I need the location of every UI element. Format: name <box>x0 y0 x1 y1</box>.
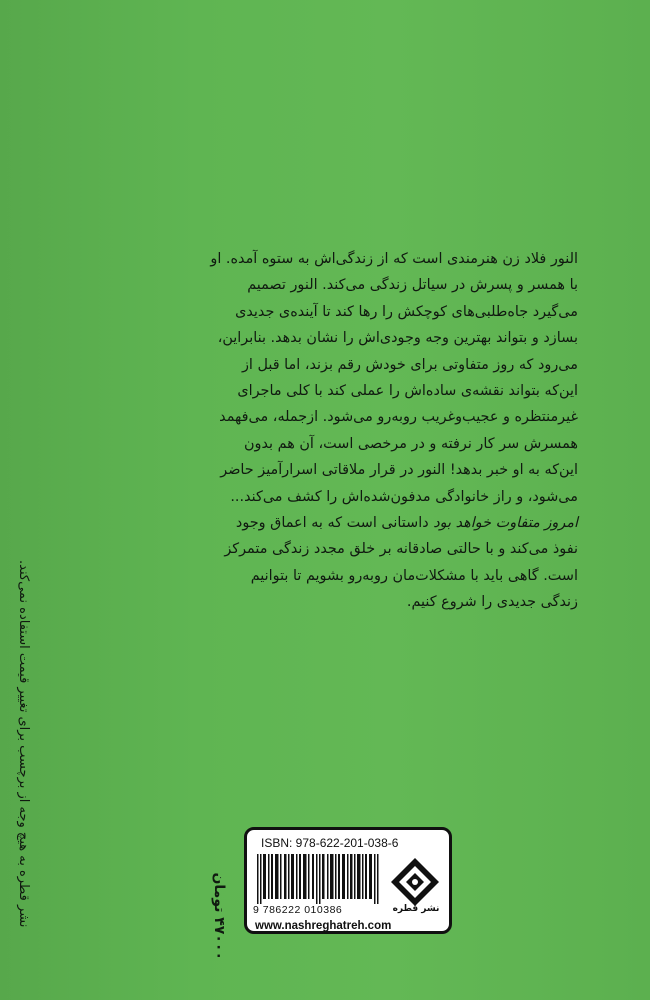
blurb-line: با همسر و پسرش در سیاتل زندگی می‌کند. النور تصمیم <box>247 277 578 294</box>
blurb-line: غیرمنتظره و عجیب‌وغریب روبه‌رو می‌شود. ازجمله، می‌فهمد <box>219 409 578 426</box>
publisher-url: www.nashreghatreh.com <box>255 920 392 932</box>
blurb-line: زندگی جدیدی را شروع کنیم. <box>406 594 578 611</box>
price-text: ۴۷۰۰۰ تومان <box>211 872 227 960</box>
blurb-line: نفوذ می‌کند و با حالتی صادقانه بر خلق مجدد زندگی متمرکز <box>224 541 578 558</box>
isbn-text: ISBN: 978-622-201-038-6 <box>261 836 399 850</box>
blurb-line: این‌که بتواند نقشه‌ی ساده‌اش را عملی کند با کلی ماجرای <box>237 383 578 400</box>
barcode-icon <box>257 854 381 904</box>
price-label-notice: نشر قطره به هیچ وجه از برچسب برای تغییر قیمت استفاده نمی‌کند. <box>16 560 31 928</box>
blurb-line: می‌رود که روز متفاوتی برای خودش رقم بزند، اما قبل از <box>241 356 578 373</box>
publisher-name: نشر قطره <box>392 904 440 914</box>
blurb-line: همسرش سر کار نرفته و در مرخصی است، آن هم بدون <box>243 435 578 452</box>
blurb-line: این‌که به او خبر بدهد! النور در قرار ملاقاتی اسرارآمیز حاضر <box>220 462 578 479</box>
blurb-line <box>138 510 578 536</box>
book-title-italic: امروز متفاوت خواهد بود <box>433 515 578 532</box>
publisher-logo-icon <box>389 856 441 908</box>
blurb-line: بسازد و بتواند بهترین وجه وجودی‌اش را نشان بدهد. بنابراین، <box>217 330 578 347</box>
blurb-line: النور فلاد زن هنرمندی است که از زندگی‌اش به ستوه آمده. او <box>210 251 578 267</box>
blurb-text <box>138 246 578 616</box>
blurb-line-rest: داستانی است که به اعماق وجود <box>235 515 434 532</box>
blurb-line: است. گاهی باید با مشکلات‌مان روبه‌رو بشویم تا بتوانیم <box>250 567 578 584</box>
blurb-line: می‌گیرد جاه‌طلبی‌های کوچکش را رها کند تا آینده‌ی جدیدی <box>235 303 578 320</box>
blurb-line: می‌شود، و راز خانوادگی مدفون‌شده‌اش را کشف می‌کند... <box>230 488 578 505</box>
barcode-box <box>244 827 452 934</box>
barcode-digits: 9 786222 010386 <box>253 904 343 916</box>
